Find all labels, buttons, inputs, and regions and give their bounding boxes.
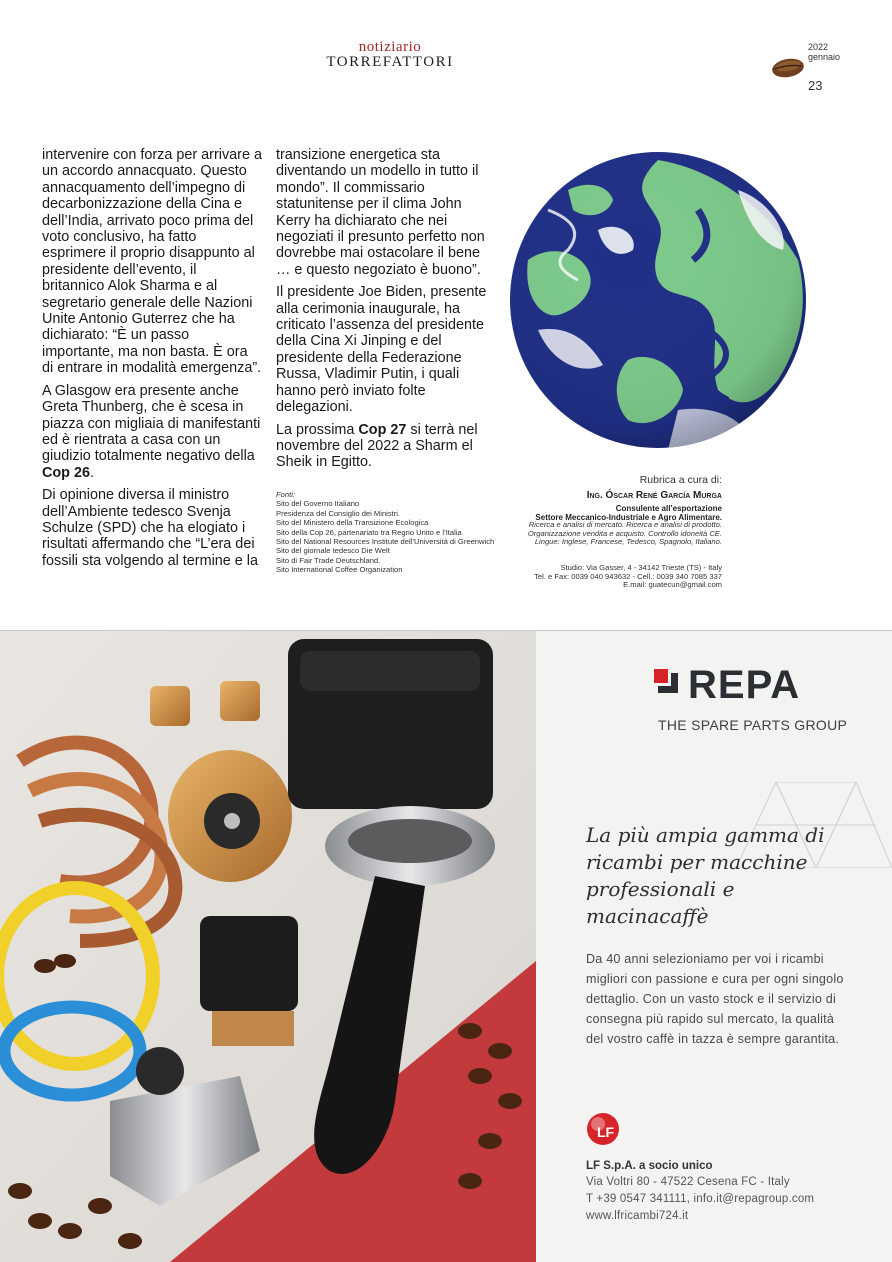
source-item: Presidenza del Consiglio dei Ministri. (276, 508, 401, 518)
masthead-bottom: TORREFATTORI (326, 54, 454, 70)
cop26-bold: Cop 26 (42, 464, 90, 481)
ad-headline: La più ampia gamma di ricambi per macchine professionali e macinacaffè (586, 823, 825, 928)
source-item: Sito del Governo Italiano (276, 499, 360, 509)
editor-contact: Studio: Via Gasser, 4 - 34142 Trieste (TS) - Italy Tel. e Fax: 0039 040 943632 - Cell.: 0039 340 7085 337 E.mail: guatecun@gmail.com (534, 563, 722, 590)
sources-title: Fonti: (276, 490, 295, 499)
article-column-2 (276, 147, 496, 477)
lf-company-name: LF S.p.A. a socio unico (586, 1160, 713, 1172)
repa-brand-subtitle: THE SPARE PARTS GROUP (658, 717, 848, 733)
lf-logo-text: LF (597, 1124, 615, 1140)
earth-globe-illustration (508, 150, 808, 450)
article-paragraph: La prossima Cop 27 si terrà nel novembre del 2022 a Sharm el Sheik in Egitto. (276, 421, 478, 471)
cop27-bold: Cop 27 (358, 421, 407, 438)
source-item: Sito International Coffee Organization (276, 565, 403, 575)
source-item: Sito del giornale tedesco Die Welt (276, 546, 390, 556)
spare-parts-product-photo (0, 631, 536, 1262)
masthead-top: notiziario (358, 39, 422, 55)
source-item: Sito della Cop 26, partenariato tra Regno Unito e l’Italia (276, 527, 462, 537)
issue-month: gennaio (808, 52, 841, 62)
sources-list (276, 490, 496, 575)
issue-year: 2022 (808, 42, 829, 52)
lf-logo-icon (586, 1112, 620, 1146)
repa-logo-icon (654, 669, 678, 693)
ad-body-text: Da 40 anni selezioniamo per voi i ricambi migliori con passione e cura per ogni singolo dettaglio. Con un vasto stock e il servizio di consegna più rapido sul mercato, la qualità del vostro caffè in tazza è sempre garantita. (586, 952, 844, 1046)
editor-name: Ing. Óscar René García Murga (586, 490, 722, 501)
coffee-bean-icon (770, 54, 806, 80)
rubrica-label: Rubrica a cura di: (639, 474, 722, 486)
article-paragraph: intervenire con forza per arrivare a un accordo annacquato. Questo annacquamento dell’impegno di decarbonizzazione della Cina e dell’India, arrivato poco prima del voto conclusivo, ha fatto esprimere il proprio disappunto al presidente dell’evento, il britannico Alok Sharma e al segretario generale delle Nazioni Unite Antonio Guterrez che ha dichiarato: “È un passo importante, ma non basta. È ora di entrare in modalità emergenza”. (42, 147, 262, 377)
editor-role: Consulente all’esportazione Settore Meccanico-Industriale e Agro Alimentare. (535, 504, 722, 522)
article-paragraph: Di opinione diversa il ministro dell’Ambiente tedesco Svenja Schulze (SPD) che ha elogiato i risultati affermando che “L’era dei fossili sta volgendo al termine e la (42, 487, 258, 569)
lf-website-link[interactable]: www.lfricambi724.it (586, 1210, 689, 1222)
source-item: Sito di Fair Trade Deutschland. (276, 555, 381, 565)
lf-address: Via Voltri 80 - 47522 Cesena FC - Italy (586, 1176, 790, 1188)
source-item: Sito del Ministero della Transizione Ecologica (276, 518, 429, 528)
article-column-1 (42, 147, 262, 575)
editor-description: Ricerca e analisi di mercato. Ricerca e analisi di prodotto. Organizzazione vendita e acquisto. Controllo idoneità CE. Lingue: Inglese, Francese, Tedesco, Spagnolo, Italiano. (527, 520, 722, 547)
source-item: Sito del National Resources Institute dell’Università di Greenwich (276, 537, 495, 547)
repa-brand-name: REPA (688, 663, 801, 707)
article-paragraph: A Glasgow era presente anche Greta Thunberg, che è scesa in piazza con migliaia di manifestanti ed è rientrata a casa con un giudizio totalmente negativo della Cop 26. (42, 382, 261, 481)
page-number: 23 (808, 78, 823, 93)
article-paragraph: transizione energetica sta diventando un modello in tutto il mondo”. Il commissario statunitense per il clima John Kerry ha dichiarato che nei negoziati il presunto perfetto non dovrebbe mai ostacolare il bene … e questo negoziato è buono”. (276, 147, 485, 278)
article-paragraph: Il presidente Joe Biden, presente alla cerimonia inaugurale, ha criticato l’assenza del presidente della Cina Xi Jinping e del presidente della Federazione Russa, Vladimir Putin, i quali hanno però inviato folte delegazioni. (276, 284, 487, 416)
lf-phone-email: T +39 0547 341111, info.it@repagroup.com (586, 1193, 815, 1205)
